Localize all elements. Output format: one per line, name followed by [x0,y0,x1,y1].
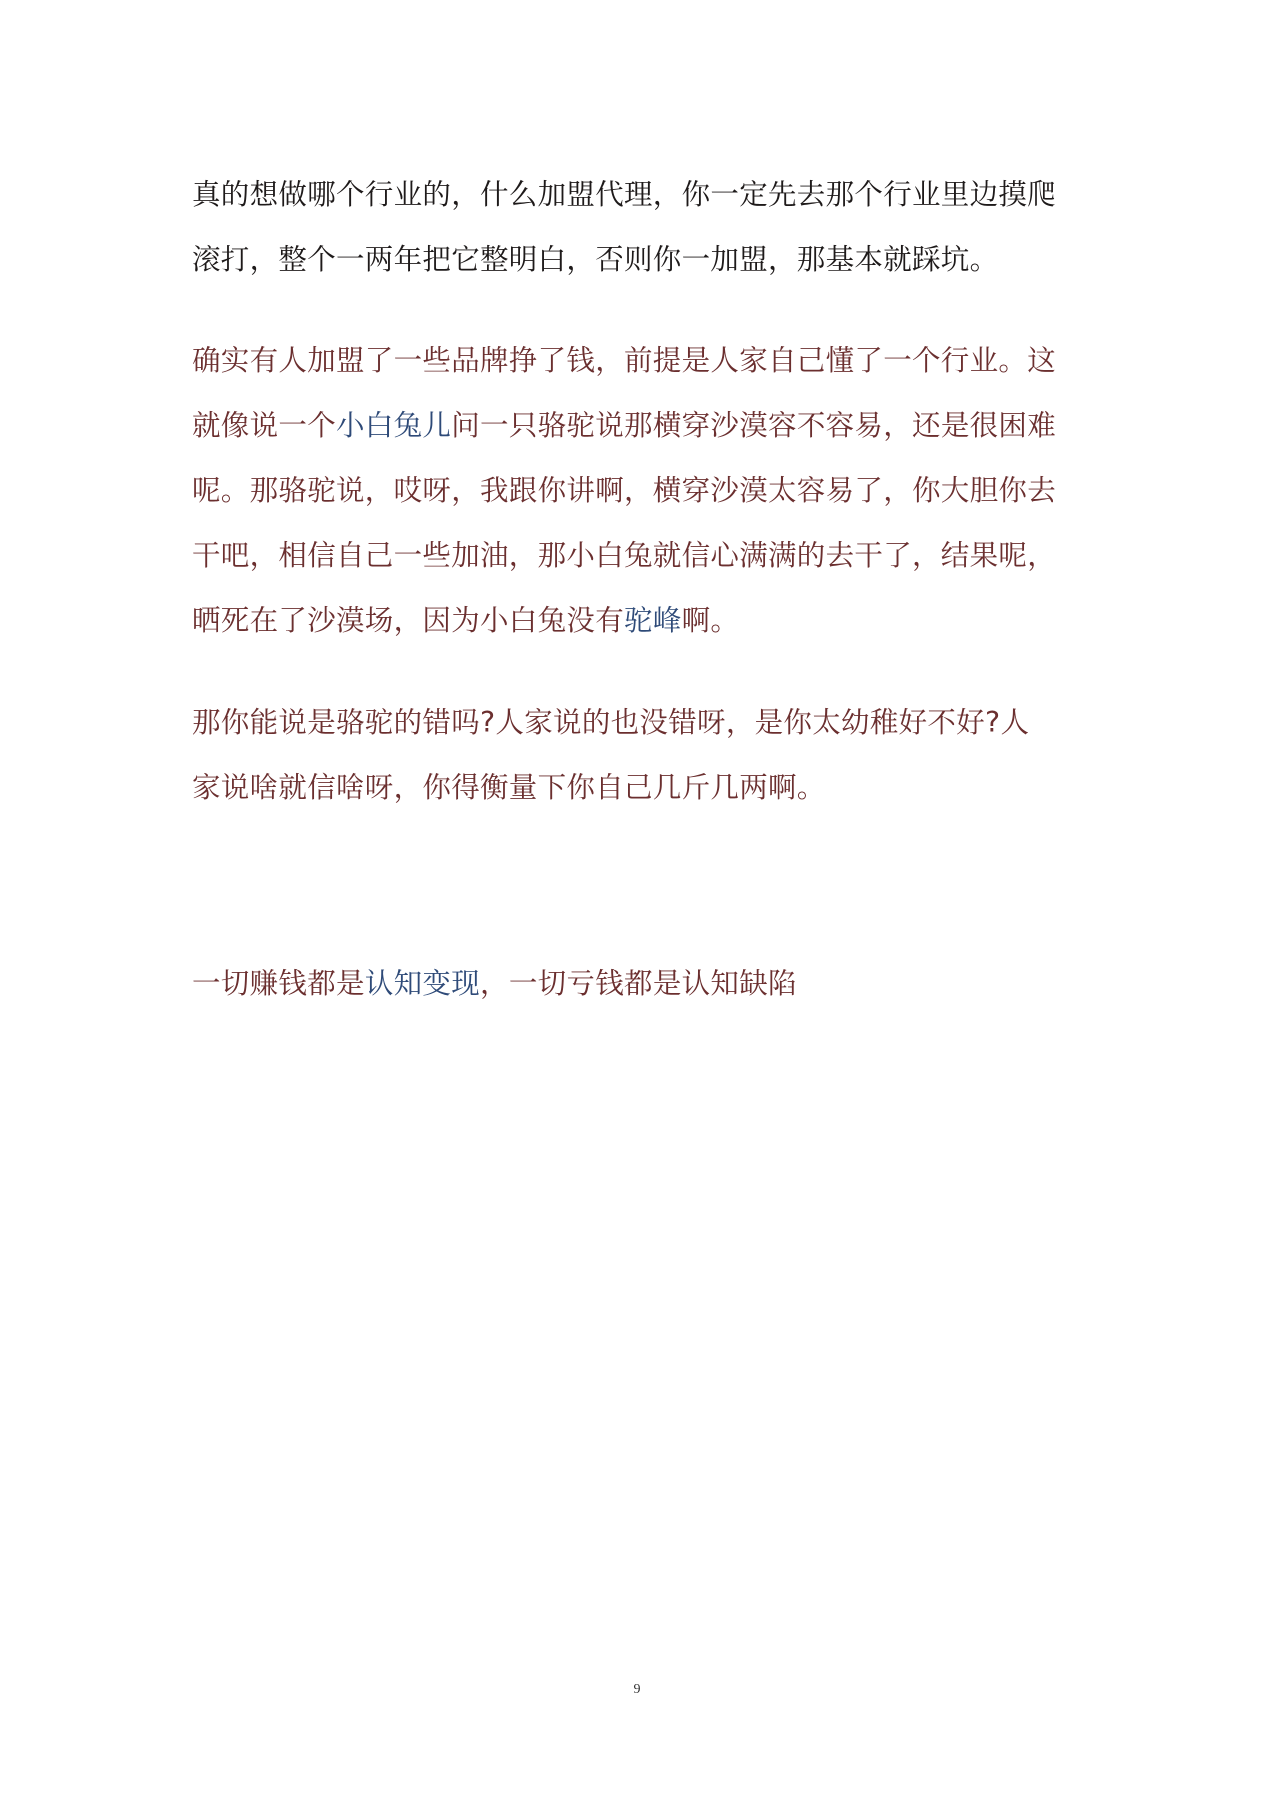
text-line [192,393,1092,458]
text-run: 干吧，相信自己一些加油，那小白兔就信心满满的去干了，结果呢， [192,539,1057,572]
text-run: 真的想做哪个行业的，什么加盟代理，你一定先去那个行业里边摸爬 [192,178,1057,211]
text-line [192,458,1092,523]
paragraph-rabbit-camel-story [192,328,1092,653]
text-run: 晒死在了沙漠场，因为小白兔没有 [192,604,625,637]
highlighted-text: 驼峰 [624,604,682,637]
text-run: 那你能说是骆驼的错吗?人家说的也没错呀，是你太幼稚好不好?人 [192,706,1030,739]
text-run: 一切赚钱都是 [192,967,365,1000]
text-line [192,755,1092,820]
text-line [192,162,1092,227]
text-line [192,328,1092,393]
paragraph-franchise-advice [192,162,1092,292]
text-line [192,588,1092,653]
text-run: 确实有人加盟了一些品牌挣了钱，前提是人家自己懂了一个行业。这 [192,344,1057,377]
text-run: 问一只骆驼说那横穿沙漠容不容易，还是很困难 [451,409,1057,442]
text-run: 家说啥就信啥呀，你得衡量下你自己几斤几两啊。 [192,771,826,804]
text-line [192,690,1092,755]
paragraph-cognition-summary [192,951,1092,1016]
highlighted-text: 小白兔儿 [336,409,452,442]
text-run: 呢。那骆驼说，哎呀，我跟你讲啊，横穿沙漠太容易了，你大胆你去 [192,474,1057,507]
text-line [192,227,1092,292]
page-number: 9 [633,1682,641,1697]
text-run: 啊。 [681,604,740,637]
text-line [192,523,1092,588]
paragraph-camel-question [192,690,1092,820]
text-line [192,951,1092,1016]
text-run: 就像说一个 [192,409,337,442]
text-run: ，一切亏钱都是认知缺陷 [480,967,797,1000]
highlighted-text: 认知变现 [364,967,481,1000]
text-run: 滚打，整个一两年把它整明白，否则你一加盟，那基本就踩坑。 [192,243,999,276]
